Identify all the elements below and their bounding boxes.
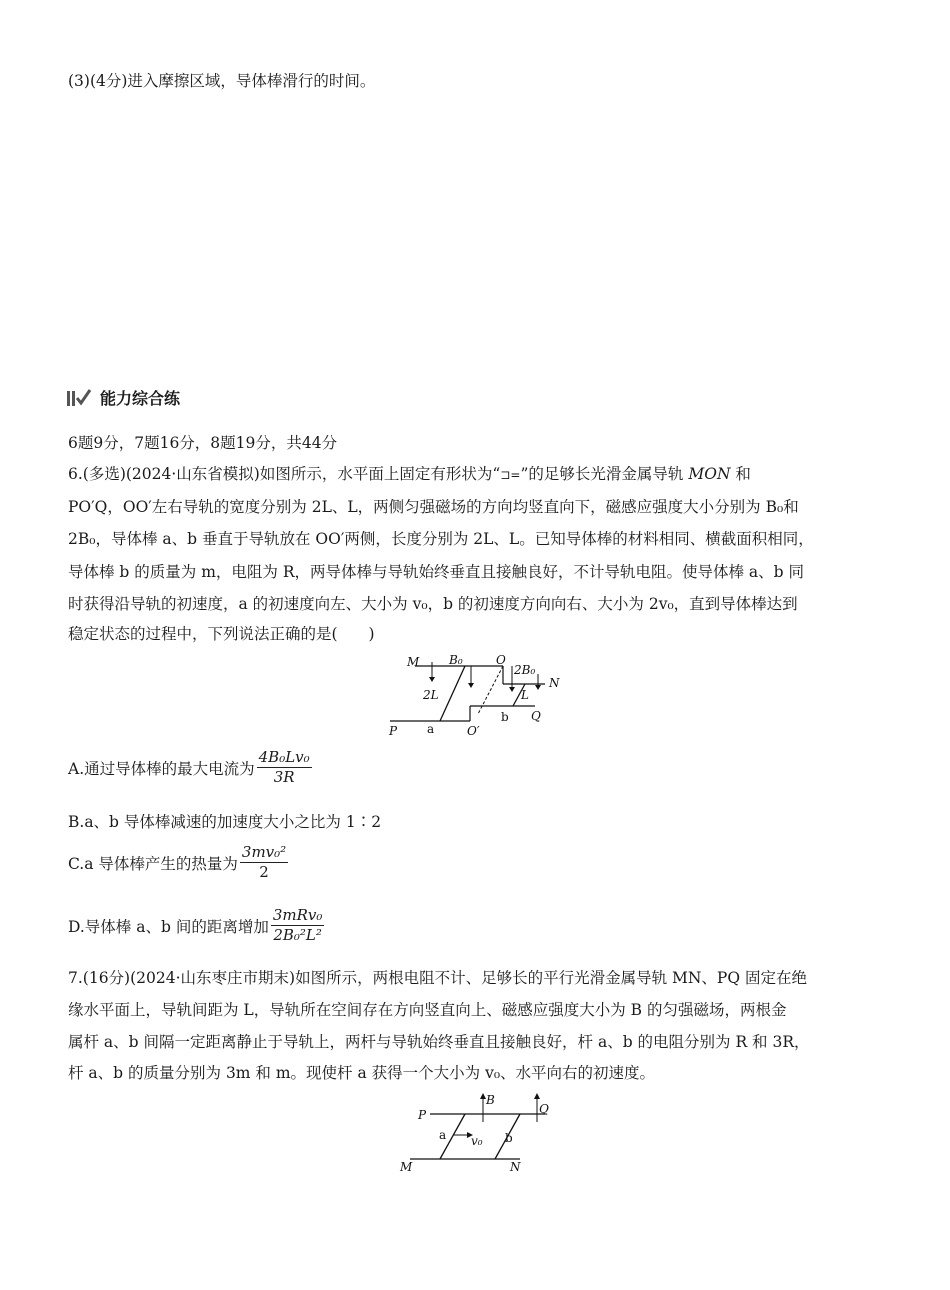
checklist-icon [66,388,92,408]
label-N: N [549,676,560,690]
label-B: B [486,1093,495,1107]
q6-line-1: 6.(多选)(2024·山东省模拟)如图所示，水平面上固定有形状为“⊐=”的足够长光滑金属导轨 MON 和 [68,465,751,483]
q7-line-4: 杆 a、b 的质量分别为 3m 和 m。现使杆 a 获得一个大小为 v₀、水平向右的初速度。 [68,1064,656,1082]
q7-line-2: 缘水平面上，导轨间距为 L，导轨所在空间存在方向竖直向上、磁感应强度大小为 B 的匀强磁场，两根金 [68,1001,787,1019]
label-L: L [521,688,529,702]
option-a[interactable]: A.通过导体棒的最大电流为 $\frac{\text{4B₀Lv₀}}{3R}$ [68,748,310,786]
q7-line-3: 属杆 a、b 间隔一定距离静止于导轨上，两杆与导轨始终垂直且接触良好，杆 a、b 的电阻分别为 R 和 3R， [68,1033,810,1051]
label-Q: Q [531,709,541,723]
section-header [66,386,180,409]
rail-shape-icon: ⊐= [500,468,521,482]
label-Q: Q [539,1102,549,1116]
option-c[interactable]: C.a 导体棒产生的热量为 $\frac{\text{3mv₀²}}{2}$ [68,843,287,881]
q6-line-5: 时获得沿导轨的初速度，a 的初速度向左、大小为 v₀，b 的初速度方向向右、大小为 2v₀，直到导体棒达到 [68,595,798,613]
label-2B0: 2B₀ [514,663,536,677]
label-Oprime: O′ [467,724,480,738]
label-b: b [501,710,509,724]
option-d-fraction: $\frac{\text{3mRv₀}}{\text{2B₀²L²}}$ [272,906,323,944]
label-P: P [389,724,398,738]
label-v0: v₀ [471,1134,483,1148]
label-B0: B₀ [449,653,463,667]
section-title: 能力综合练 [100,389,181,408]
label-O: O [496,653,506,667]
label-b: b [505,1131,513,1145]
label-a: a [427,722,435,736]
label-P: P [418,1108,427,1122]
label-M: M [407,655,420,669]
option-b[interactable]: B.a、b 导体棒减速的加速度大小之比为 1∶2 [68,813,382,831]
q6-line-2: PO′Q，OO′左右导轨的宽度分别为 2L、L，两侧匀强磁场的方向均竖直向下，磁感应强度大小分别为 B₀和 [68,498,799,516]
q7-figure [395,1090,565,1180]
q6-figure [385,652,575,742]
score-line: 6题9分，7题16分，8题19分，共44分 [68,434,338,452]
q7-line-1: 7.(16分)(2024·山东枣庄市期末)如图所示，两根电阻不计、足够长的平行光滑金属导轨 MN、PQ 固定在绝 [68,969,808,987]
option-c-fraction: $\frac{\text{3mv₀²}}{2}$ [241,843,287,881]
option-a-fraction: $\frac{\text{4B₀Lv₀}}{3R}$ [258,748,310,786]
label-2L: 2L [423,688,439,702]
q6-line-4: 导体棒 b 的质量为 m，电阻为 R，两导体棒与导轨始终垂直且接触良好，不计导轨电阻。使导体棒 a、b 同 [68,563,805,581]
q6-line-6: 稳定状态的过程中，下列说法正确的是( ) [68,625,375,643]
q6-line-3: 2B₀，导体棒 a、b 垂直于导轨放在 OO′两侧，长度分别为 2L、L。已知导体棒的材料相同、横截面积相同， [68,530,814,548]
label-a: a [439,1128,447,1142]
label-M: M [400,1160,413,1174]
label-N: N [510,1160,521,1174]
option-d[interactable]: D.导体棒 a、b 间的距离增加 $\frac{\text{3mRv₀}}{\text{2B₀²L²}}$ [68,906,323,944]
q3-prompt: (3)(4分)进入摩擦区域，导体棒滑行的时间。 [68,72,376,90]
